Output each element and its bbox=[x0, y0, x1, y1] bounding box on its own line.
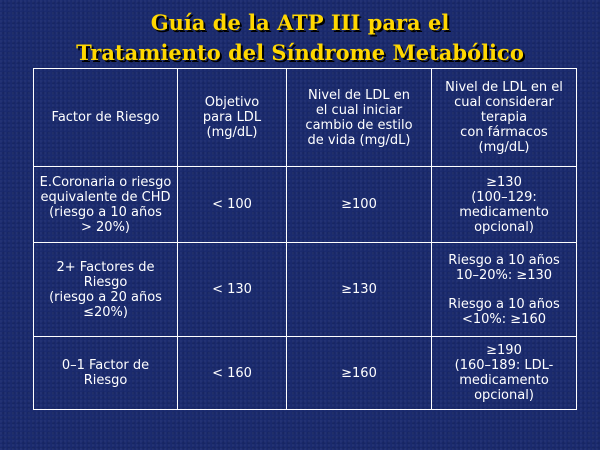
header-objective-line: para LDL bbox=[202, 110, 262, 125]
row2-lifestyle: ≥130 bbox=[287, 243, 432, 337]
row1-factor-line: (riesgo a 10 años bbox=[49, 204, 162, 220]
header-drugs-line: terapia bbox=[480, 110, 528, 125]
row2-factor bbox=[34, 243, 178, 337]
row2-drugs-line: <10%: ≥160 bbox=[461, 311, 546, 327]
row3-lifestyle: ≥160 bbox=[287, 337, 432, 410]
row2-drugs-line: Riesgo a 10 años bbox=[448, 252, 560, 268]
header-lifestyle-line: Nivel de LDL en bbox=[307, 87, 411, 103]
header-drugs-line: cual considerar bbox=[454, 95, 554, 110]
header-lifestyle-line: el cual iniciar bbox=[315, 102, 403, 118]
row2-drugs-spacer bbox=[436, 283, 572, 297]
row2-factor-line: ≤20%) bbox=[83, 304, 128, 320]
row2-drugs-line: 10–20%: ≥130 bbox=[455, 267, 553, 283]
row3-factor-line: 0–1 Factor de bbox=[61, 358, 150, 373]
slide-title-line1: Guía de la ATP III para el bbox=[150, 10, 450, 35]
row3-drugs-line: medicamento bbox=[459, 373, 549, 388]
row1-objective: < 100 bbox=[178, 167, 287, 243]
ldl-guideline-table bbox=[33, 68, 577, 410]
header-drugs-line: (mg/dL) bbox=[478, 140, 530, 155]
header-lifestyle-line: de vida (mg/dL) bbox=[307, 132, 411, 148]
row3-drugs bbox=[432, 337, 577, 410]
row1-drugs bbox=[432, 167, 577, 243]
row1-lifestyle: ≥100 bbox=[287, 167, 432, 243]
slide-title bbox=[0, 8, 600, 68]
header-objective-line: Objetivo bbox=[204, 95, 260, 110]
row2-factor-line: Riesgo bbox=[83, 274, 128, 290]
row2-drugs bbox=[432, 243, 577, 337]
row1-drugs-line: ≥130 bbox=[486, 174, 522, 190]
row1-factor-line: > 20%) bbox=[81, 219, 130, 235]
row2-factor-line: 2+ Factores de bbox=[56, 259, 155, 275]
table-row bbox=[34, 337, 577, 410]
header-factor bbox=[34, 69, 178, 167]
header-objective bbox=[178, 69, 287, 167]
header-factor-text: Factor de Riesgo bbox=[51, 110, 160, 125]
row1-drugs-line: medicamento bbox=[459, 204, 549, 220]
header-objective-line: (mg/dL) bbox=[206, 125, 258, 140]
table-row bbox=[34, 167, 577, 243]
header-drugs-line: Nivel de LDL en el bbox=[445, 80, 563, 95]
row2-drugs-line: Riesgo a 10 años bbox=[448, 296, 560, 312]
row3-factor-line: Riesgo bbox=[83, 373, 128, 388]
table-header-row bbox=[34, 69, 577, 167]
header-lifestyle bbox=[287, 69, 432, 167]
header-drugs-line: con fármacos bbox=[460, 125, 548, 140]
row1-factor bbox=[34, 167, 178, 243]
table-row bbox=[34, 243, 577, 337]
slide-title-line2: Tratamiento del Síndrome Metabólico bbox=[76, 40, 524, 65]
row2-factor-line: (riesgo a 20 años bbox=[49, 289, 162, 305]
row3-objective: < 160 bbox=[178, 337, 287, 410]
header-drugs bbox=[432, 69, 577, 167]
row3-drugs-line: (160–189: LDL- bbox=[454, 358, 554, 373]
row2-objective: < 130 bbox=[178, 243, 287, 337]
row1-factor-line: equivalente de CHD bbox=[40, 189, 171, 205]
row3-drugs-line: opcional) bbox=[474, 388, 534, 403]
row1-drugs-line: (100–129: bbox=[471, 189, 537, 205]
row3-factor bbox=[34, 337, 178, 410]
row1-factor-line: E.Coronaria o riesgo bbox=[39, 174, 172, 190]
row3-drugs-line: ≥190 bbox=[486, 343, 522, 358]
header-lifestyle-line: cambio de estilo bbox=[305, 117, 413, 133]
row1-drugs-line: opcional) bbox=[474, 219, 534, 235]
